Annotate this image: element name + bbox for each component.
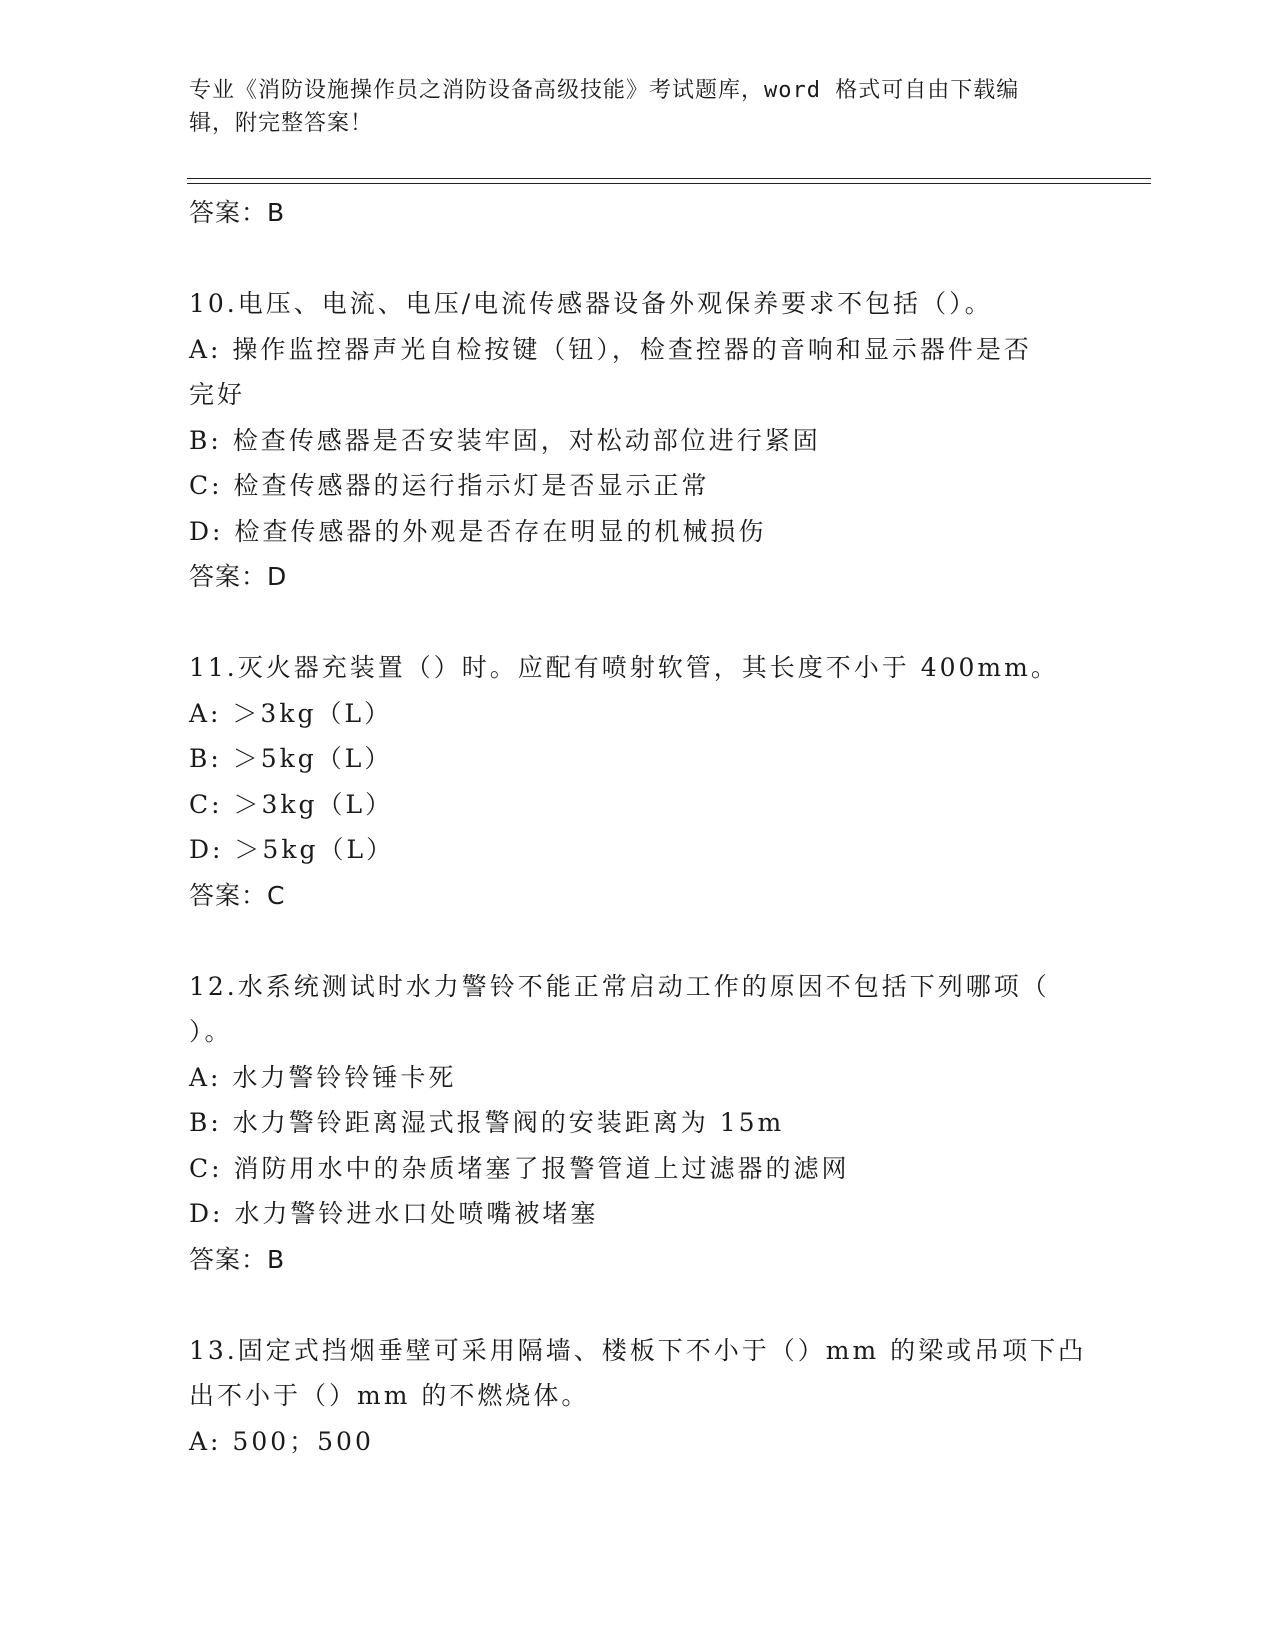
question-stem: 13.固定式挡烟垂壁可采用隔墙、楼板下不小于（）mm 的梁或吊项下凸 xyxy=(189,1335,1087,1365)
option-a: A: 操作监控器声光自检按键（钮），检查控器的音响和显示器件是否 xyxy=(189,334,1032,364)
question-block xyxy=(189,645,1089,918)
option-d: D: 检查传感器的外观是否存在明显的机械损伤 xyxy=(189,516,767,546)
option-d: D: ＞5kg（L） xyxy=(189,835,395,864)
spacer xyxy=(189,236,1089,282)
option-c: C: ＞3kg（L） xyxy=(189,789,394,819)
spacer xyxy=(189,918,1089,964)
header-divider-bottom xyxy=(187,183,1151,184)
question-stem: 10.电压、电流、电压/电流传感器设备外观保养要求不包括（）。 xyxy=(189,289,993,318)
answer: 答案：C xyxy=(189,880,286,910)
option-c: C: 消防用水中的杂质堵塞了报警管道上过滤器的滤网 xyxy=(189,1153,850,1183)
option-d: D: 水力警铃进水口处喷嘴被堵塞 xyxy=(189,1199,599,1228)
option-a: A: 500；500 xyxy=(189,1426,374,1456)
document-header xyxy=(189,74,1069,140)
question-list xyxy=(189,190,1089,1464)
answer: 答案：D xyxy=(189,562,288,591)
header-divider-top xyxy=(187,178,1151,179)
spacer xyxy=(189,1282,1089,1328)
spacer xyxy=(189,600,1089,646)
question-stem: 12.水系统测试时水力警铃不能正常启动工作的原因不包括下列哪项（ xyxy=(189,971,1050,1001)
option-a: A: 水力警铃铃锤卡死 xyxy=(189,1062,457,1092)
header-line-1: 专业《消防设施操作员之消防设备高级技能》考试题库，word 格式可自由下载编 xyxy=(189,78,1020,103)
header-line-2: 辑，附完整答案！ xyxy=(189,111,374,136)
answer: 答案：B xyxy=(189,1244,286,1274)
question-stem-continued: ）。 xyxy=(189,1017,233,1046)
option-b: B: ＞5kg（L） xyxy=(189,744,393,773)
question-stem-continued: 出不小于（）mm 的不燃烧体。 xyxy=(189,1381,590,1410)
question-block xyxy=(189,1328,1089,1465)
option-a: A: ＞3kg（L） xyxy=(189,698,393,728)
question-block xyxy=(189,281,1089,600)
option-b: B: 水力警铃距离湿式报警阀的安装距离为 15m xyxy=(189,1108,785,1137)
option-b: B: 检查传感器是否安装牢固，对松动部位进行紧固 xyxy=(189,425,821,455)
option-c: C: 检查传感器的运行指示灯是否显示正常 xyxy=(189,471,710,500)
previous-answer: 答案：B xyxy=(189,198,286,227)
option-a-continued: 完好 xyxy=(189,380,246,409)
question-stem: 11.灭火器充装置（）时。应配有喷射软管，其长度不小于 400mm。 xyxy=(189,653,1059,682)
question-block xyxy=(189,964,1089,1283)
